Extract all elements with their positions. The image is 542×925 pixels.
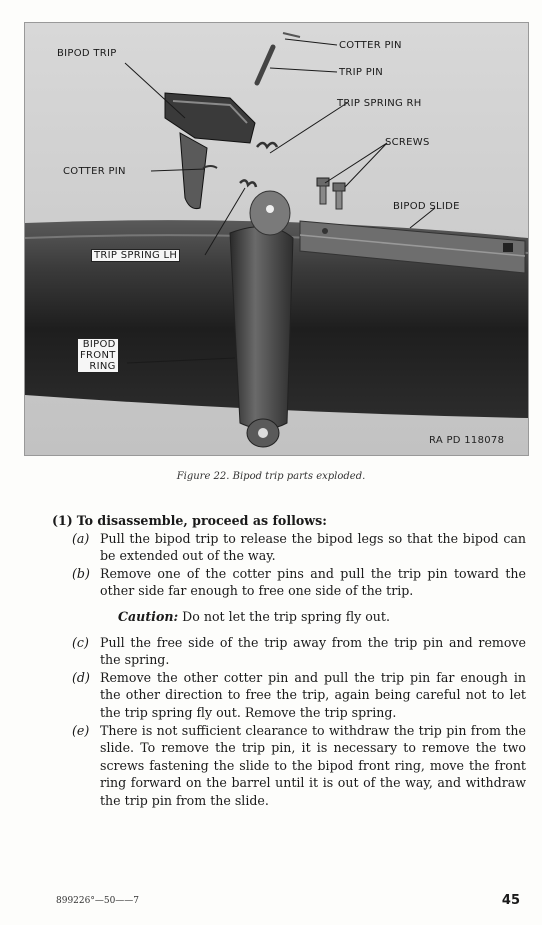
caution-label: Caution: [118,608,179,624]
label-cotter-pin-left: COTTER PIN [63,166,126,177]
step-heading [52,512,526,530]
label-trip-spring-rh: TRIP SPRING RH [337,98,422,109]
label-bipod-front-ring-line-3: RING [89,361,116,372]
label-trip-spring-lh: TRIP SPRING LH [91,249,180,262]
list-item [52,634,526,669]
label-bipod-trip: BIPOD TRIP [57,48,117,59]
caution-text: Do not let the trip spring fly out. [182,608,390,624]
item-letter: (e) [72,722,90,738]
step-number: (1) [52,513,73,528]
label-bipod-front-ring [77,338,119,373]
figure-caption: Figure 22. Bipod trip parts exploded. [176,471,366,482]
list-item [52,669,526,722]
page-number: 45 [501,893,520,908]
label-screws: SCREWS [385,137,430,148]
label-bipod-front-ring-line-1: BIPOD [82,339,116,350]
item-letter: (a) [72,530,90,546]
item-text: Pull the bipod trip to release the bipod legs so that the bipod can be extended out of the way. [100,530,526,564]
item-text: Remove the other cotter pin and pull the trip pin far enough in the other direction to free the trip, again being careful not to let the trip spring fly out. Remove the trip spring. [100,669,526,720]
list-item [52,565,526,600]
list-item [52,530,526,565]
item-text: There is not sufficient clearance to withdraw the trip pin from the slide. To remove the trip pin, it is necessary to remove the two screws fastening the slide to the bipod front ring, move the front ring forward on the barrel until it is out of the way, and withdraw the trip pin from the slide. [100,722,526,808]
label-trip-pin: TRIP PIN [339,67,384,78]
item-text: Pull the free side of the trip away from the trip pin and remove the spring. [100,634,526,668]
item-letter: (c) [72,634,89,650]
list-item [52,722,526,810]
label-bipod-front-ring-line-2: FRONT [80,350,116,361]
figure-code: RA PD 118078 [429,435,505,446]
print-code: 899226°—50——7 [56,896,140,906]
label-bipod-slide: BIPOD SLIDE [393,201,460,212]
figure-photo [24,22,529,456]
caution-note [52,608,526,626]
exploded-parts-illustration [25,23,528,455]
item-letter: (b) [72,565,90,581]
label-cotter-pin-top: COTTER PIN [339,40,402,51]
step-text: To disassemble, proceed as follows: [76,513,327,528]
instructions-body [52,512,526,810]
item-letter: (d) [72,669,90,685]
item-text: Remove one of the cotter pins and pull the trip pin toward the other side far enough to free one side of the trip. [100,565,526,599]
front-ring-shape [230,227,293,429]
